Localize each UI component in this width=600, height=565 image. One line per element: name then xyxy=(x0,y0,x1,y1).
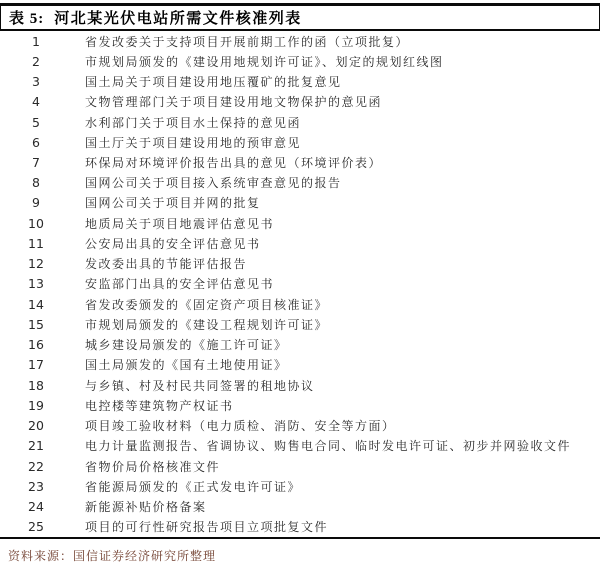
table-row xyxy=(0,496,600,516)
row-number: 21 xyxy=(28,438,44,454)
row-text: 文物管理部门关于项目建设用地文物保护的意见函 xyxy=(85,95,383,110)
row-text: 省发改委关于支持项目开展前期工作的函（立项批复） xyxy=(85,34,410,49)
row-number: 20 xyxy=(28,418,44,434)
table-row xyxy=(0,71,600,91)
table-row xyxy=(0,132,600,152)
row-text: 国土局颁发的《国有土地使用证》 xyxy=(85,358,288,373)
row-text: 发改委出具的节能评估报告 xyxy=(85,257,248,272)
table-body xyxy=(0,31,600,537)
row-number: 7 xyxy=(32,155,40,171)
row-number: 18 xyxy=(28,377,44,393)
row-text: 公安局出具的安全评估意见书 xyxy=(85,236,261,251)
table-row xyxy=(0,314,600,334)
table-row xyxy=(0,294,600,314)
table-row xyxy=(0,51,600,71)
row-number: 11 xyxy=(28,235,44,251)
table-row xyxy=(0,254,600,274)
source-note-bar xyxy=(0,537,600,565)
table-row xyxy=(0,152,600,172)
row-number: 17 xyxy=(28,357,44,373)
row-text: 与乡镇、村及村民共同签署的租地协议 xyxy=(85,378,315,393)
row-number: 12 xyxy=(28,256,44,272)
row-text: 项目竣工验收材料（电力质检、消防、安全等方面） xyxy=(85,419,396,434)
row-number: 9 xyxy=(32,195,40,211)
row-text: 新能源补贴价格备案 xyxy=(85,500,207,514)
row-text: 水利部门关于项目水土保持的意见函 xyxy=(85,115,302,130)
row-text: 环保局对环境评价报告出具的意见（环境评价表） xyxy=(85,156,383,171)
row-number: 14 xyxy=(28,296,44,312)
table-row xyxy=(0,476,600,496)
table-row xyxy=(0,193,600,213)
table-row xyxy=(0,456,600,476)
row-number: 25 xyxy=(28,519,44,535)
row-text: 城乡建设局颁发的《施工许可证》 xyxy=(85,338,288,353)
row-number: 8 xyxy=(32,175,40,191)
table-row xyxy=(0,375,600,395)
row-number: 13 xyxy=(28,276,44,292)
table-row xyxy=(0,92,600,112)
table-title-bar xyxy=(0,3,600,31)
row-text: 省物价局价格核准文件 xyxy=(85,459,221,474)
row-text: 省发改委颁发的《固定资产项目核准证》 xyxy=(85,297,329,312)
row-number: 6 xyxy=(32,134,40,150)
row-number: 19 xyxy=(28,397,44,413)
row-number: 16 xyxy=(28,337,44,353)
row-text: 国网公司关于项目并网的批复 xyxy=(85,196,261,211)
row-number: 10 xyxy=(28,215,44,231)
table-row xyxy=(0,173,600,193)
table-row xyxy=(0,436,600,456)
row-number: 23 xyxy=(28,478,44,494)
table-row xyxy=(0,395,600,415)
table-row xyxy=(0,335,600,355)
row-number: 24 xyxy=(28,499,44,514)
row-text: 地质局关于项目地震评估意见书 xyxy=(85,216,275,231)
table-row xyxy=(0,415,600,435)
row-text: 国网公司关于项目接入系统审查意见的报告 xyxy=(85,176,342,191)
table-row xyxy=(0,355,600,375)
source-text: 资料来源：国信证券经济研究所整理 xyxy=(8,549,217,563)
table-row xyxy=(0,233,600,253)
row-text: 安监部门出具的安全评估意见书 xyxy=(85,277,275,292)
row-number: 5 xyxy=(32,114,40,130)
table-row xyxy=(0,112,600,132)
table-row xyxy=(0,213,600,233)
table-number-label: 表 5: xyxy=(9,11,45,27)
row-text: 国土局关于项目建设用地压覆矿的批复意见 xyxy=(85,75,342,90)
row-text: 市规划局颁发的《建设用地规划许可证》、划定的规划红线图 xyxy=(85,54,444,69)
row-number: 22 xyxy=(28,458,44,474)
row-number: 15 xyxy=(28,316,44,332)
row-text: 国土厅关于项目建设用地的预审意见 xyxy=(85,135,302,150)
row-text: 项目的可行性研究报告项目立项批复文件 xyxy=(85,520,329,535)
row-number: 1 xyxy=(32,33,40,49)
table-row xyxy=(0,517,600,537)
table-row xyxy=(0,31,600,51)
row-number: 3 xyxy=(32,74,40,90)
row-number: 4 xyxy=(32,94,40,110)
row-text: 电力计量监测报告、省调协议、购售电合同、临时发电许可证、初步并网验收文件 xyxy=(85,439,572,454)
table-row xyxy=(0,274,600,294)
row-text: 市规划局颁发的《建设工程规划许可证》 xyxy=(85,317,329,332)
row-text: 电控楼等建筑物产权证书 xyxy=(85,398,234,413)
row-text: 省能源局颁发的《正式发电许可证》 xyxy=(85,479,302,494)
table-title: 河北某光伏电站所需文件核准列表 xyxy=(54,11,302,27)
row-number: 2 xyxy=(32,53,40,69)
